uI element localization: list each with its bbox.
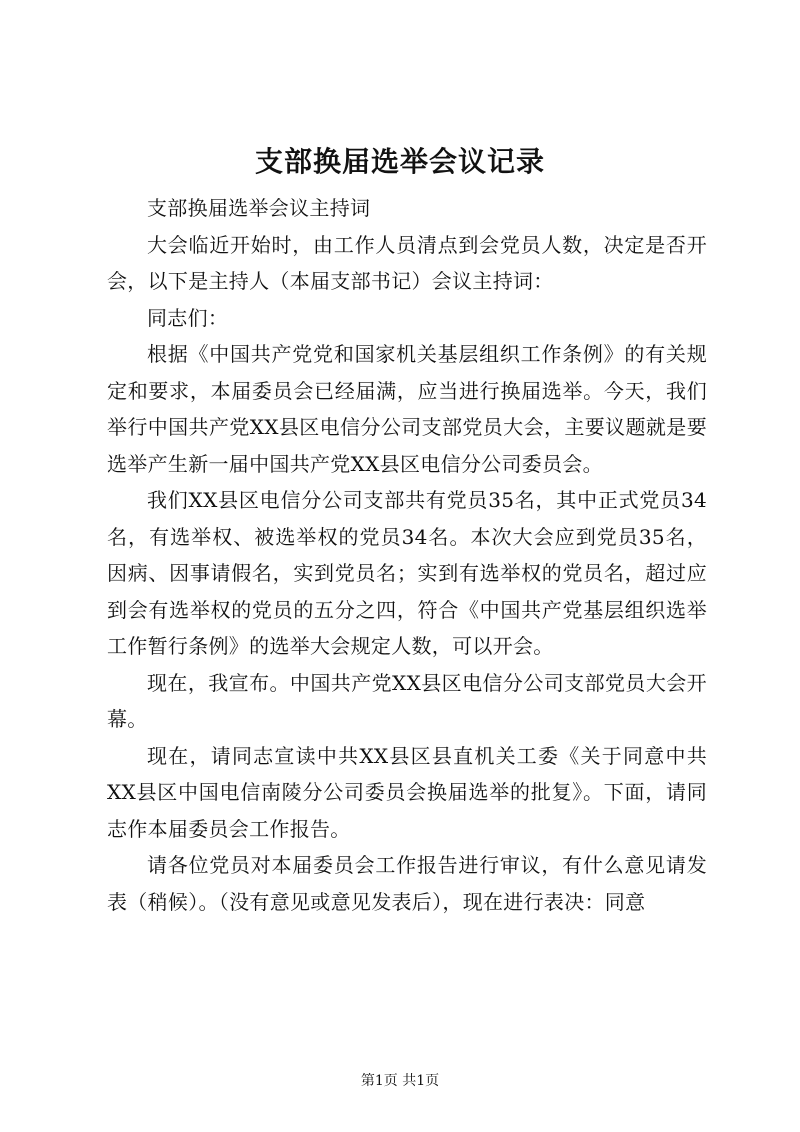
- paragraph-regulations: 根据《中国共产党党和国家机关基层组织工作条例》的有关规定和要求，本届委员会已经届满，应当进行换届选举。今天，我们举行中国共产党XX县区电信分公司支部党员大会，主要议题就是要选举产生新一届中国共产党XX县区电信分公司委员会。: [107, 342, 707, 476]
- paragraph-subtitle: 支部换届选举会议主持词: [147, 196, 371, 220]
- paragraph-opening-announcement: 现在，我宣布。中国共产党XX县区电信分公司支部党员大会开幕。: [107, 670, 707, 731]
- paragraph-greeting: 同志们：: [147, 305, 229, 330]
- paragraph-approval-reading: 现在，请同志宣读中共XX县区县直机关工委《关于同意中共XX县区中国电信南陵分公司委员会换届选举的批复》。下面，请同志作本届委员会工作报告。: [107, 743, 707, 841]
- page-footer: 第1页 共1页: [360, 1073, 440, 1089]
- paragraph-opening-note: 大会临近开始时，由工作人员清点到会党员人数，决定是否开会，以下是主持人（本届支部书记）会议主持词：: [107, 232, 707, 293]
- document-title: 支部换届选举会议记录: [254, 145, 545, 178]
- document-body: [107, 190, 707, 920]
- paragraph-member-count: 我们XX县区电信分公司支部共有党员35名，其中正式党员34名，有选举权、被选举权的党员34名。本次大会应到党员35名，因病、因事请假名，实到党员名；实到有选举权的党员名，超过应到会有选举权的党员的五分之四，符合《中国共产党基层组织选举工作暂行条例》的选举大会规定人数，可以开会。: [107, 488, 707, 658]
- paragraph-review-vote: 请各位党员对本届委员会工作报告进行审议，有什么意见请发表（稍候）。（没有意见或意见发表后），现在进行表决：同意: [107, 853, 707, 914]
